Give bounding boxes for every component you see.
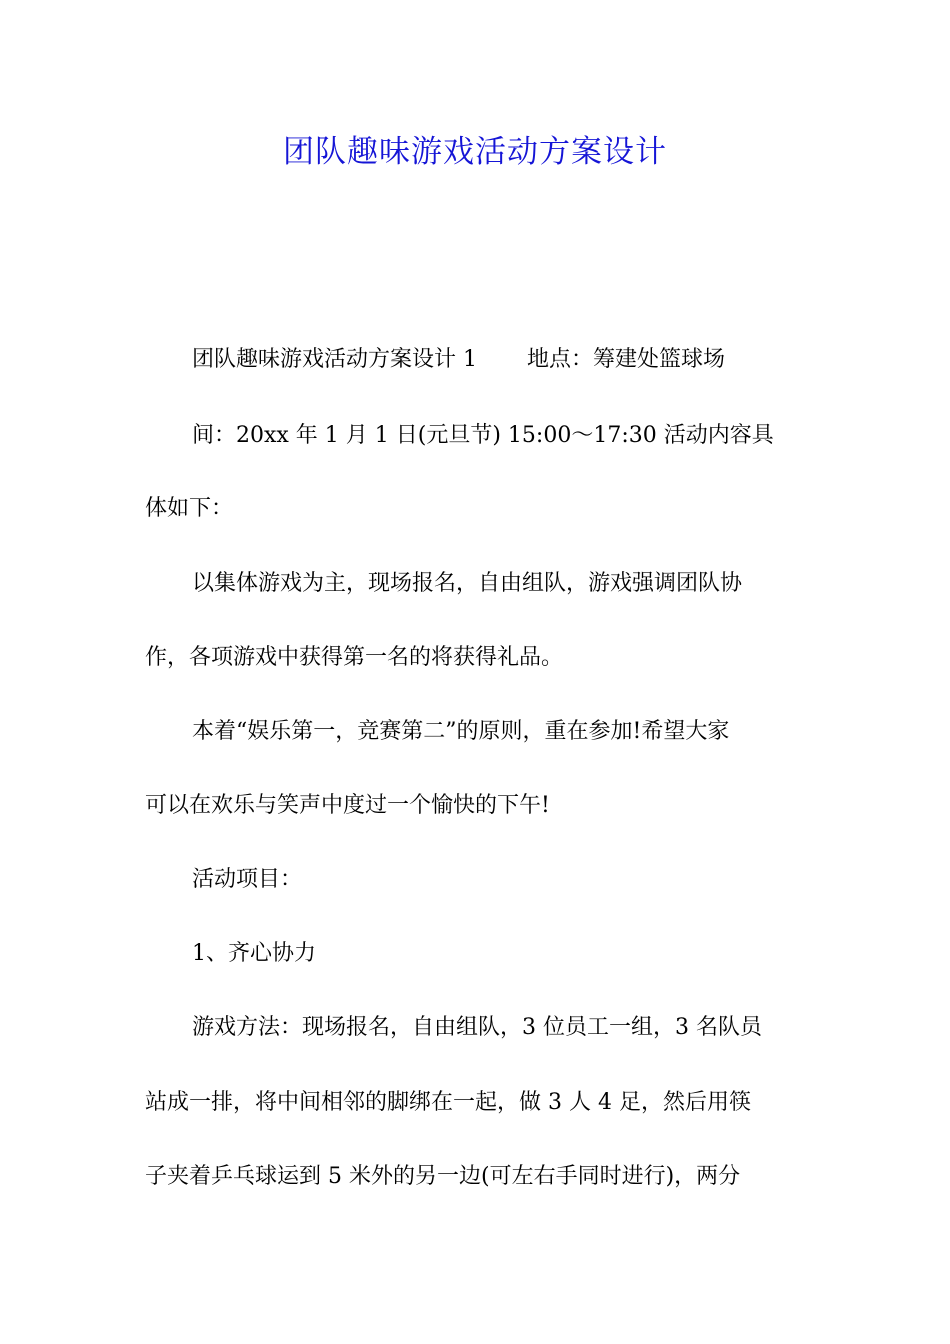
paragraph-line: 站成一排，将中间相邻的脚绑在一起，做 3 人 4 足，然后用筷 <box>145 1090 751 1115</box>
paragraph-line: 游戏方法：现场报名，自由组队，3 位员工一组，3 名队员 <box>192 1015 762 1040</box>
paragraph-line: 间：20xx 年 1 月 1 日(元旦节) 15:00～17:30 活动内容具 <box>192 423 774 448</box>
paragraph-line <box>192 342 725 378</box>
section-heading: 活动项目： <box>192 867 303 892</box>
location-text: 地点：筹建处篮球场 <box>527 347 726 372</box>
item-heading: 1、齐心协力 <box>192 941 316 966</box>
paragraph-line: 本着“娱乐第一，竞赛第二”的原则，重在参加!希望大家 <box>192 719 730 744</box>
paragraph-line: 子夹着乒乓球运到 5 米外的另一边(可左右手同时进行)，两分 <box>145 1164 741 1189</box>
page-title: 团队趣味游戏活动方案设计 <box>283 134 667 170</box>
paragraph-line: 作，各项游戏中获得第一名的将获得礼品。 <box>145 645 564 670</box>
paragraph-line: 以集体游戏为主，现场报名，自由组队，游戏强调团队协 <box>192 571 743 596</box>
plan-heading: 团队趣味游戏活动方案设计 1 <box>192 347 477 372</box>
paragraph-line: 体如下： <box>145 496 234 521</box>
paragraph-line: 可以在欢乐与笑声中度过一个愉快的下午! <box>145 793 550 818</box>
